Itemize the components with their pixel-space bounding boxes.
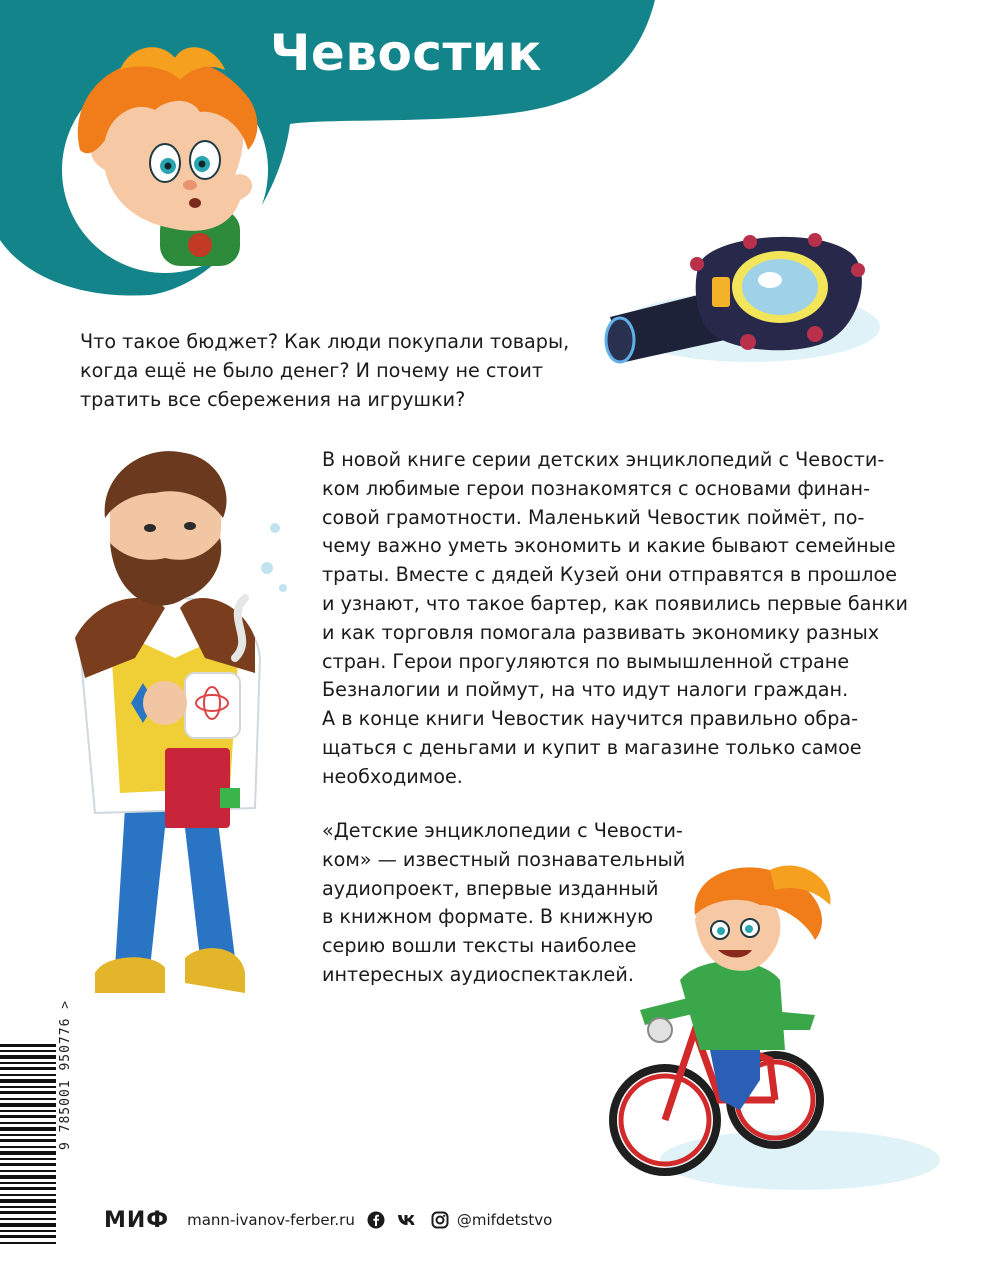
intro-line: когда ещё не было денег? И почему не стоит xyxy=(80,358,544,382)
series-line: ком» — известный познавательный xyxy=(322,847,686,871)
facebook-icon[interactable] xyxy=(367,1211,385,1229)
description-line: ком любимые герои познакомятся с основами финан- xyxy=(322,476,871,500)
series-line: аудиопроект, впервые изданный xyxy=(322,876,659,900)
intro-paragraph xyxy=(80,328,569,414)
description-line: В новой книге серии детских энциклопедий с Чевости- xyxy=(322,448,885,471)
chevostik-bicycle-illustration xyxy=(600,860,940,1200)
gadget-illustration xyxy=(600,222,880,372)
series-line: «Детские энциклопедии с Чевости- xyxy=(322,819,683,842)
series-line: интересных аудиоспектаклей. xyxy=(322,962,634,986)
description-line: чему важно уметь экономить и какие бывают семейные xyxy=(322,534,896,558)
barcode-digits: 9 785001 950776 > xyxy=(58,999,73,1150)
description-line: необходимое. xyxy=(322,764,463,788)
description-line: щаться с деньгами и купит в магазине только самое xyxy=(322,735,862,759)
series-line: серию вошли тексты наиболее xyxy=(322,934,637,958)
book-title: Чевостик xyxy=(270,24,542,82)
description-line: совой грамотности. Маленький Чевостик поймёт, по- xyxy=(322,505,865,529)
uncle-kuzya-illustration xyxy=(55,448,295,1008)
series-line: в книжном формате. В книжную xyxy=(322,905,654,929)
description-line: Безналогии и поймут, на что идут налоги граждан. xyxy=(322,678,849,702)
intro-line: Что такое бюджет? Как люди покупали товары, xyxy=(80,330,570,353)
social-handle[interactable]: @mifdetstvo xyxy=(456,1211,553,1229)
description-line: А в конце книги Чевостик научится правильно обра- xyxy=(322,707,859,731)
website-link[interactable]: mann-ivanov-ferber.ru xyxy=(187,1211,355,1229)
description-line: и как торговля помогала развивать экономику разных xyxy=(322,620,880,644)
publisher-logo: МИФ xyxy=(104,1207,170,1233)
description-line: траты. Вместе с дядей Кузей они отправятся в прошлое xyxy=(322,563,898,587)
vk-icon[interactable] xyxy=(397,1211,419,1229)
description-line: и узнают, что такое бартер, как появились первые банки xyxy=(322,591,909,615)
footer xyxy=(104,1205,552,1235)
description-paragraph xyxy=(322,446,908,792)
description-line: стран. Герои прогуляются по вымышленной стране xyxy=(322,649,850,673)
intro-line: тратить все сбережения на игрушки? xyxy=(80,387,466,411)
instagram-icon[interactable] xyxy=(431,1211,449,1229)
